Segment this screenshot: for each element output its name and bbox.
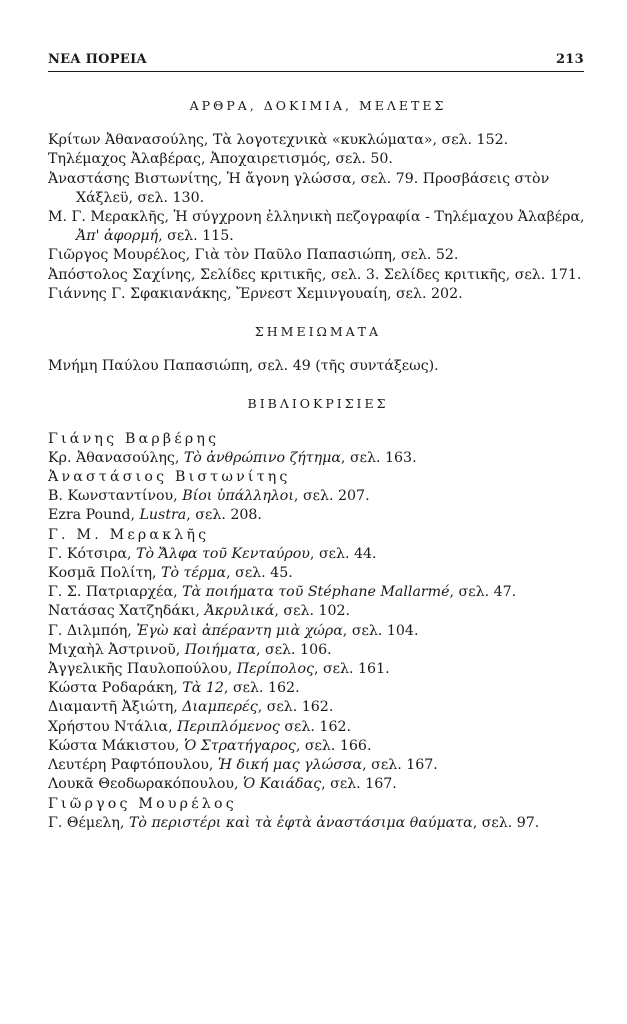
list-item: Κώστα Μάκιστου, Ὁ Στρατήγαρος, σελ. 166. [48,737,372,754]
list-item: Κώστα Ροδαράκη, Τὰ 12, σελ. 162. [48,680,300,697]
list-item: Διαμαντῆ Ἀξιώτη, Διαμπερές, σελ. 162. [48,699,334,716]
table-of-contents [48,96,588,833]
reviewer-name: Γιῶργος Μουρέλος [48,795,237,812]
list-item: Ezra Pound, Lustra, σελ. 208. [48,507,262,524]
list-item: Κρίτων Ἀθανασούλης, Τὰ λογοτεχνικὰ «κυκλώματα», σελ. 152. [48,132,509,149]
list-item: Λευτέρη Ραφτόπουλου, Ἡ δική μας γλώσσα, σελ. 167. [48,757,438,774]
list-item: Ἀπόστολος Σαχίνης, Σελίδες κριτικῆς, σελ. 3. Σελίδες κριτικῆς, σελ. 171. [48,266,582,283]
reviewer-name: Γ. Μ. Μερακλῆς [48,526,210,543]
list-item: Μνήμη Παύλου Παπασιώπη, σελ. 49 (τῆς συντάξεως). [48,358,439,375]
list-item: Μιχαὴλ Ἀστρινοῦ, Ποιήματα, σελ. 106. [48,641,332,658]
list-item: Ἀγγελικῆς Παυλοπούλου, Περίπολος, σελ. 161. [48,661,390,678]
list-item: Γιάννης Γ. Σφακιανάκης, Ἔρνεστ Χεμινγουαίη, σελ. 202. [48,285,463,302]
list-item: Γιῶργος Μουρέλος, Γιὰ τὸν Παῦλο Παπασιώπη, σελ. 52. [48,247,459,264]
reviewer-name: Γιάνης Βαρβέρης [48,430,220,447]
list-item: Γ. Σ. Πατριαρχέα, Τὰ ποιήματα τοῦ Stéphane Mallarmé, σελ. 47. [48,584,517,601]
section-title-reviews: ΒΙΒΛΙΟΚΡΙΣΙΕΣ [247,396,389,412]
list-item: Κρ. Ἀθανασούλης, Τὸ ἀνθρώπινο ζήτημα, σελ. 163. [48,449,417,466]
list-item: Τηλέμαχος Ἀλαβέρας, Ἀποχαιρετισμός, σελ. 50. [48,151,393,168]
page-number: 213 [555,52,584,67]
list-item: Χρήστου Ντάλια, Περιπλόμενος σελ. 162. [48,718,352,735]
list-item: Μ. Γ. Μερακλῆς, Ἡ σύγχρονη ἑλληνικὴ πεζογραφία - Τηλέμαχου Ἀλαβέρα, Ἀπ' ἀφορμή, σελ. 115. [48,209,585,245]
journal-title: ΝΕΑ ΠΟΡΕΙΑ [48,52,147,67]
list-item: Γ. Κότσιρα, Τὸ Ἄλφα τοῦ Κενταύρου, σελ. 44. [48,545,377,562]
list-item: Νατάσας Χατζηδάκι, Ἀκρυλικά, σελ. 102. [48,603,351,620]
list-item: Γ. Διλμπόη, Ἐγὼ καὶ ἀπέραντη μιὰ χώρα, σελ. 104. [48,622,419,639]
list-item: Β. Κωνσταντίνου, Βίοι ὑπάλληλοι, σελ. 207. [48,488,370,505]
reviewer-name: Ἀναστάσιος Βιστωνίτης [48,469,291,486]
list-item: Κοσμᾶ Πολίτη, Τὸ τέρμα, σελ. 45. [48,565,293,582]
list-item: Ἀναστάσης Βιστωνίτης, Ἡ ἄγονη γλώσσα, σελ. 79. Προσβάσεις στὸν Χάξλεϋ, σελ. 130. [48,170,550,206]
section-title-articles: ΑΡΘΡΑ, ΔΟΚΙΜΙΑ, ΜΕΛΕΤΕΣ [189,98,447,113]
section-title-notes: ΣΗΜΕΙΩΜΑΤΑ [254,324,382,340]
running-header [48,52,584,72]
list-item: Γ. Θέμελη, Τὸ περιστέρι καὶ τὰ ἑφτὰ ἀναστάσιμα θαύματα, σελ. 97. [48,814,540,831]
list-item: Λουκᾶ Θεοδωρακόπουλου, Ὁ Καιάδας, σελ. 167. [48,776,397,793]
